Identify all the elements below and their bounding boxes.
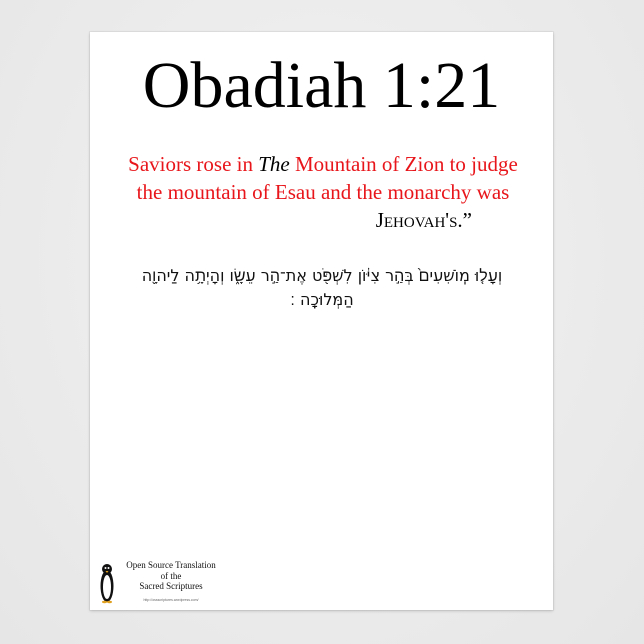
divine-name: Jehovah's bbox=[375, 208, 458, 232]
english-verse bbox=[94, 150, 552, 234]
poster-title: Obadiah 1:21 bbox=[142, 49, 501, 122]
hebrew-verse bbox=[98, 264, 546, 312]
verse-text-red: Mountain of Zion to judge bbox=[289, 152, 518, 176]
hebrew-line-2: הַמְּלוּכָֽה ׃ bbox=[290, 290, 354, 309]
penguin-icon bbox=[100, 560, 114, 604]
hebrew-line-1: וְעָל֤וּ מֽוֹשִׁעִים֙ בְּהַ֣ר צִיּ֔וֹן לִשְׁפֹּ֖ט אֶת־הַ֣ר עֵשָׂ֑ו וְהָיְתָ֥ה לַיהוָ֖ה bbox=[141, 266, 503, 285]
poster-page bbox=[90, 32, 553, 610]
verse-closing: .” bbox=[457, 208, 472, 232]
verse-line-1 bbox=[94, 150, 552, 178]
publisher-line-2: of the bbox=[160, 570, 182, 581]
verse-text-italic: The bbox=[258, 152, 290, 176]
verse-line-3 bbox=[94, 206, 552, 234]
verse-text-red: Saviors rose in bbox=[128, 152, 259, 176]
publisher-name bbox=[116, 560, 226, 592]
verse-line-2: the mountain of Esau and the monarchy was bbox=[136, 180, 510, 204]
publisher-footer bbox=[100, 558, 280, 608]
publisher-url[interactable]: http://ossscriptures.wordpress.com/ bbox=[143, 598, 199, 602]
publisher-line-1: Open Source Translation bbox=[126, 560, 216, 570]
publisher-line-3: Sacred Scriptures bbox=[139, 581, 203, 591]
